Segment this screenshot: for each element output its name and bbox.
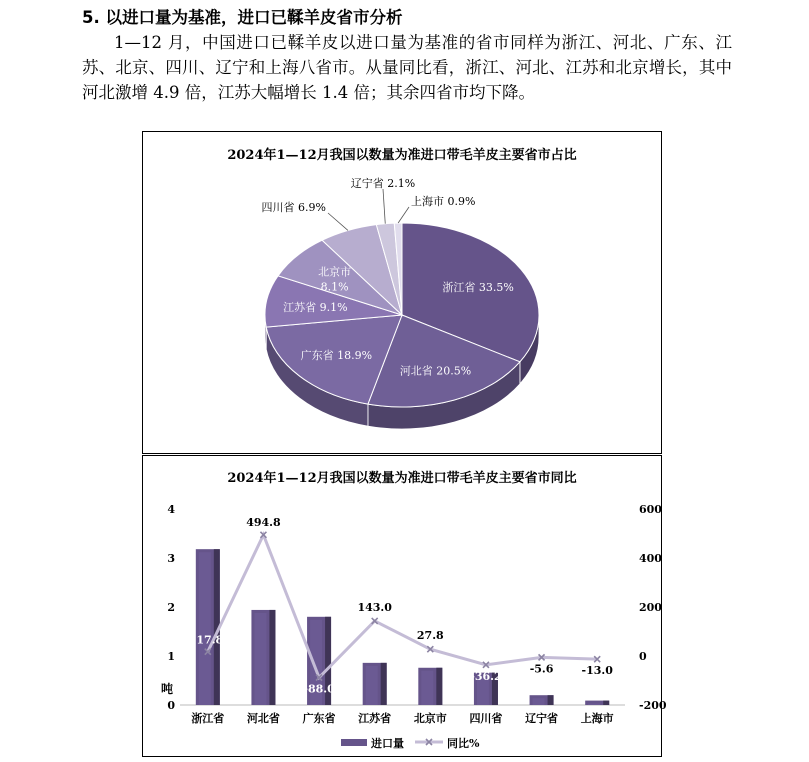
bar-chart-title: 2024年1—12月我国以数量为准进口带毛羊皮主要省市同比 <box>227 471 577 486</box>
section-heading: 5. 以进口量为基准，进口已鞣羊皮省市分析 <box>82 8 403 27</box>
bar-chart <box>142 455 667 757</box>
y-tick-label: 0 <box>167 699 175 712</box>
bar-side <box>381 663 387 705</box>
bar-highlight <box>254 613 266 705</box>
pie-label: 广东省 18.9% <box>300 349 373 363</box>
x-tick-label: 上海市 <box>580 712 614 725</box>
bar-highlight <box>588 704 600 705</box>
x-tick-label: 辽宁省 <box>525 712 559 725</box>
bar-highlight <box>421 671 433 705</box>
y2-tick-label: 600 <box>639 503 662 516</box>
pie-label: 辽宁省 2.1% <box>350 177 416 190</box>
y-tick-label: 4 <box>167 503 175 516</box>
pie-chart-title: 2024年1—12月我国以数量为准进口带毛羊皮主要省市占比 <box>227 148 577 163</box>
yoy-data-label: -88.0 <box>303 682 335 696</box>
legend-label-bar: 进口量 <box>371 737 404 750</box>
yoy-data-label: 27.8 <box>416 629 444 643</box>
bar-side <box>269 610 275 705</box>
bar-side <box>548 695 554 705</box>
x-tick-label: 浙江省 <box>191 712 225 725</box>
x-tick-label: 河北省 <box>246 712 280 725</box>
y-tick-label: 1 <box>167 650 175 663</box>
bar-highlight <box>199 552 211 705</box>
bar-side <box>436 668 442 705</box>
pie-label: 四川省 6.9% <box>261 201 326 214</box>
bar-chart-ylabel: 吨 <box>161 682 174 696</box>
legend-label-line: 同比% <box>447 737 480 750</box>
pie-label: 上海市 0.9% <box>411 195 476 208</box>
legend-swatch-bar <box>341 739 367 746</box>
analysis-paragraph: 1—12 月，中国进口已鞣羊皮以进口量为基准的省市同样为浙江、河北、广东、江苏、北京、四川、辽宁和上海八省市。从量同比看，浙江、河北、江苏和北京增长，其中河北激增 4.9 倍，江苏大幅增长 1.4 倍；其余四省市均下降。 <box>82 33 732 102</box>
x-tick-label: 江苏省 <box>358 712 392 725</box>
yoy-data-label: -13.0 <box>581 664 613 678</box>
y2-tick-label: 200 <box>639 601 662 614</box>
pie-label: 河北省 20.5% <box>399 364 472 378</box>
y2-tick-label: 400 <box>639 552 662 565</box>
pie-label: 江苏省 9.1% <box>283 300 348 314</box>
yoy-data-label: -36.2 <box>470 669 502 683</box>
pie-leader-line <box>328 213 348 230</box>
bar-side <box>603 701 609 705</box>
yoy-data-label: 494.8 <box>246 515 281 529</box>
bar-highlight <box>366 666 378 705</box>
y2-tick-label: 0 <box>639 650 647 663</box>
pie-chart <box>142 131 662 454</box>
pie-label: 浙江省 33.5% <box>442 280 514 294</box>
pie-label-value: 8.1% <box>320 280 349 294</box>
pie-leader-line <box>398 207 409 223</box>
x-tick-label: 广东省 <box>302 712 336 725</box>
pie-label: 北京市 <box>318 265 352 279</box>
yoy-data-label: -5.6 <box>529 662 554 676</box>
yoy-data-label: 17.8 <box>196 633 224 647</box>
y2-tick-label: -200 <box>639 699 667 712</box>
yoy-data-label: 143.0 <box>357 600 392 614</box>
bar-chart-svg <box>143 456 667 756</box>
x-tick-label: 四川省 <box>469 712 503 725</box>
pie-chart-svg <box>143 132 661 453</box>
x-tick-label: 北京市 <box>413 712 447 725</box>
y-tick-label: 2 <box>167 601 175 614</box>
bar-highlight <box>533 698 545 705</box>
pie-leader-line <box>383 189 385 224</box>
y-tick-label: 3 <box>167 552 175 565</box>
